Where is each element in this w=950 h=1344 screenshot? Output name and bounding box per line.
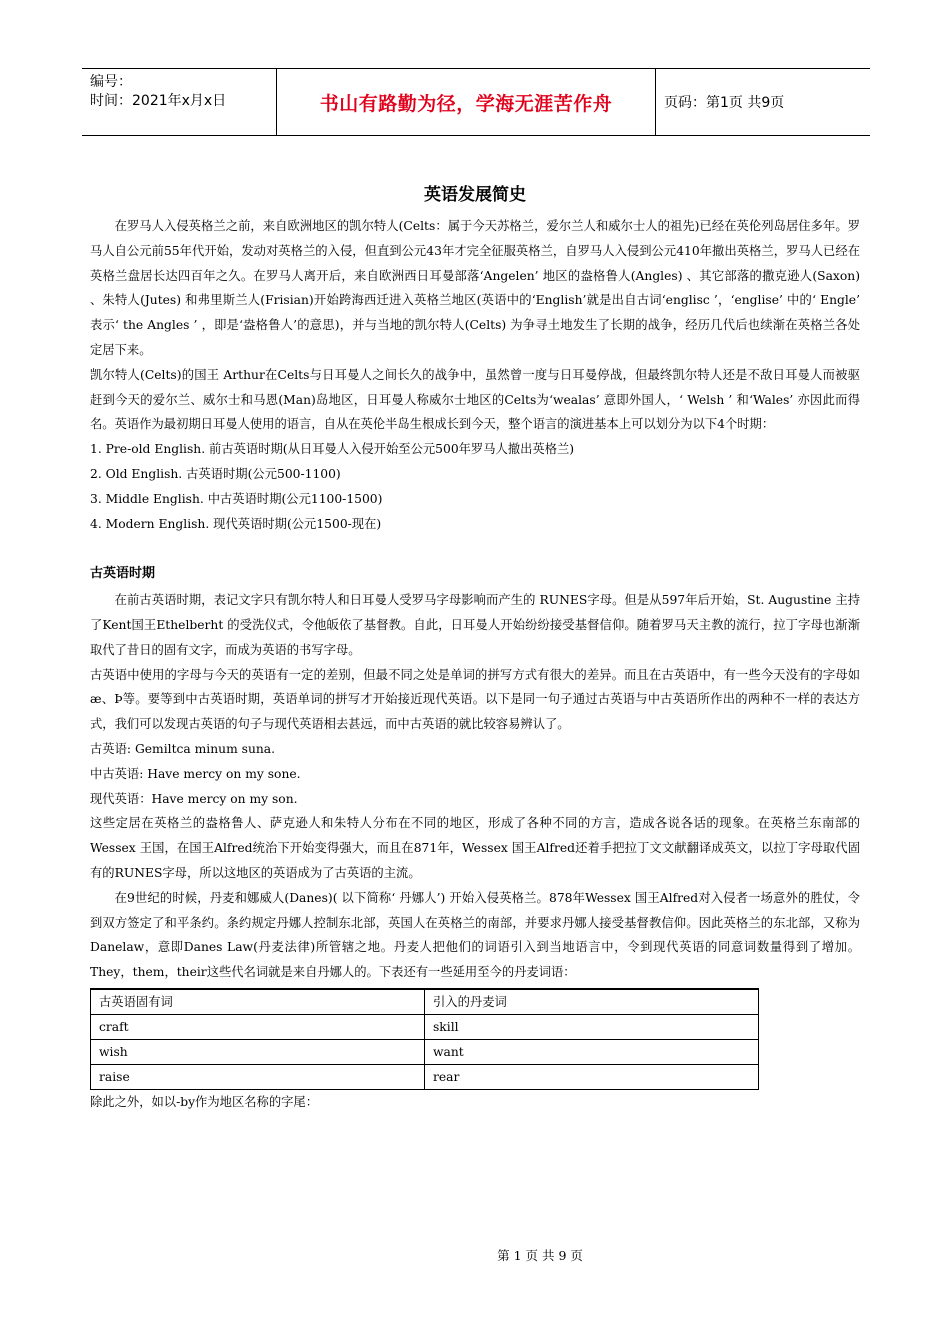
table-row xyxy=(91,1039,759,1064)
paragraph: 在前古英语时期，表记文字只有凯尔特人和日耳曼人受罗马字母影响而产生的 RUNES字母。但是从597年后开始，St. Augustine 主持了Kent国王Ethelberht 的受洗仪式，令他皈依了基督教。自此，日耳曼人开始纷纷接受基督信仰。随着罗马天主教的流行，拉丁字母也渐渐取代了昔日的固有文字，而成为英语的书写字母。 xyxy=(90,593,860,657)
number-label: 编号： xyxy=(90,74,132,90)
paragraph: 除此之外，如以-by作为地区名称的字尾： xyxy=(90,1094,319,1109)
table-row xyxy=(91,1064,759,1089)
table-cell: skill xyxy=(425,1014,759,1039)
time-label: 时间：2021年x月x日 xyxy=(90,93,227,109)
example-line: 古英语: Gemiltca minum suna. xyxy=(90,741,276,756)
header-page-info: 页码：第1页 共9页 xyxy=(664,95,785,111)
paragraph: 在9世纪的时候，丹麦和娜威人(Danes)( 以下简称‘ 丹娜人’) 开始入侵英格兰。878年Wessex 国王Alfred对入侵者一场意外的胜仗，令到双方签定了和平条约。条约规定丹娜人控制东北部，英国人在英格兰的南部，并要求丹娜人接受基督教信仰。因此英格兰的东北部，又称为Danelaw，意即Danes Law(丹麦法律)所管辖之地。丹麦人把他们的词语引入到当地语言中，令到现代英语的同意词数量得到了增加。They，them，their这些代名词就是来自丹娜人的。下表还有一些延用至今的丹麦词语： xyxy=(90,890,860,980)
page-header xyxy=(82,68,870,136)
paragraph: 这些定居在英格兰的盎格鲁人、萨克逊人和朱特人分布在不同的地区，形成了各种不同的方言，造成各说各话的现象。在英格兰东南部的Wessex 王国，在国王Alfred统治下开始变得强大，而且在871年，Wessex 国王Alfred还着手把拉丁文文献翻译成英文，以拉丁字母取代固有的RUNES字母，所以这地区的英语成为了古英语的主流。 xyxy=(90,816,860,880)
table-cell: rear xyxy=(425,1064,759,1089)
table-header-cell: 引入的丹麦词 xyxy=(425,989,759,1015)
header-motto: 书山有路勤为径，学海无涯苦作舟 xyxy=(276,69,656,135)
table-header-cell: 古英语固有词 xyxy=(91,989,425,1015)
header-meta xyxy=(82,69,276,135)
list-item: 4. Modern English. 现代英语时期(公元1500-现在) xyxy=(90,516,382,531)
list-item: 2. Old English. 古英语时期(公元500-1100) xyxy=(90,466,341,481)
table-cell: raise xyxy=(91,1064,425,1089)
list-item: 1. Pre-old English. 前古英语时期(从日耳曼人入侵开始至公元500年罗马人撤出英格兰) xyxy=(90,442,575,457)
document-title: 英语发展简史 xyxy=(424,185,526,205)
list-item: 3. Middle English. 中古英语时期(公元1100-1500) xyxy=(90,491,383,506)
example-line: 中古英语: Have mercy on my sone. xyxy=(90,766,301,781)
table-header-row xyxy=(91,989,759,1015)
paragraph: 凯尔特人(Celts)的国王 Arthur在Celts与日耳曼人之间长久的战争中，虽然曾一度与日耳曼停战，但最终凯尔特人还是不敌日耳曼人而被驱赶到今天的爱尔兰、威尔士和马恩(Man)岛地区，日耳曼人称威尔士地区的Celts为‘wealas’ 意即外国人，‘ Welsh ’ 和‘Wales’ 亦因此而得名。英语作为最初期日耳曼人使用的语言，自从在英伦半岛生根成长到今天，整个语言的演进基本上可以划分为以下4个时期： xyxy=(90,367,860,432)
section-heading: 古英语时期 xyxy=(90,566,156,582)
paragraph: 在罗马人入侵英格兰之前，来自欧洲地区的凯尔特人(Celts：属于今天苏格兰，爱尔兰人和威尔士人的祖先)已经在英伦列岛居住多年。罗马人自公元前55年代开始，发动对英格兰的入侵，但直到公元43年才完全征服英格兰，自罗马人入侵到公元410年撤出英格兰，罗马人已经在英格兰盘居长达四百年之久。在罗马人离开后，来自欧洲西日耳曼部落‘Angelen’ 地区的盎格鲁人(Angles) 、其它部落的撒克逊人(Saxon) 、朱特人(Jutes) 和弗里斯兰人(Frisian)开始跨海西迁进入英格兰地区(英语中的‘English’就是出自古词‘englisc ’，‘englise’ 中的‘ Engle’ 表示‘ the Angles ’ ，即是‘盎格鲁人’的意思)，并与当地的凯尔特人(Celts) 为争寻土地发生了长期的战争，经历几代后也续渐在英格兰各处定居下来。 xyxy=(90,219,860,357)
table-cell: want xyxy=(425,1039,759,1064)
table-row xyxy=(91,1014,759,1039)
page-footer: 第 1 页 共 9 页 xyxy=(497,1248,583,1263)
table-cell: wish xyxy=(91,1039,425,1064)
table-cell: craft xyxy=(91,1014,425,1039)
example-line: 现代英语：Have mercy on my son. xyxy=(90,791,298,806)
document-body xyxy=(90,214,860,1115)
paragraph: 古英语中使用的字母与今天的英语有一定的差别，但最不同之处是单词的拼写方式有很大的差异。而且在古英语中，有一些今天没有的字母如æ、Þ等。要等到中古英语时期，英语单词的拼写才开始接近现代英语。以下是同一句子通过古英语与中古英语所作出的两种不一样的表达方式，我们可以发现古英语的句子与现代英语相去甚远，而中古英语的就比较容易辨认了。 xyxy=(90,667,860,732)
word-table xyxy=(90,988,759,1090)
